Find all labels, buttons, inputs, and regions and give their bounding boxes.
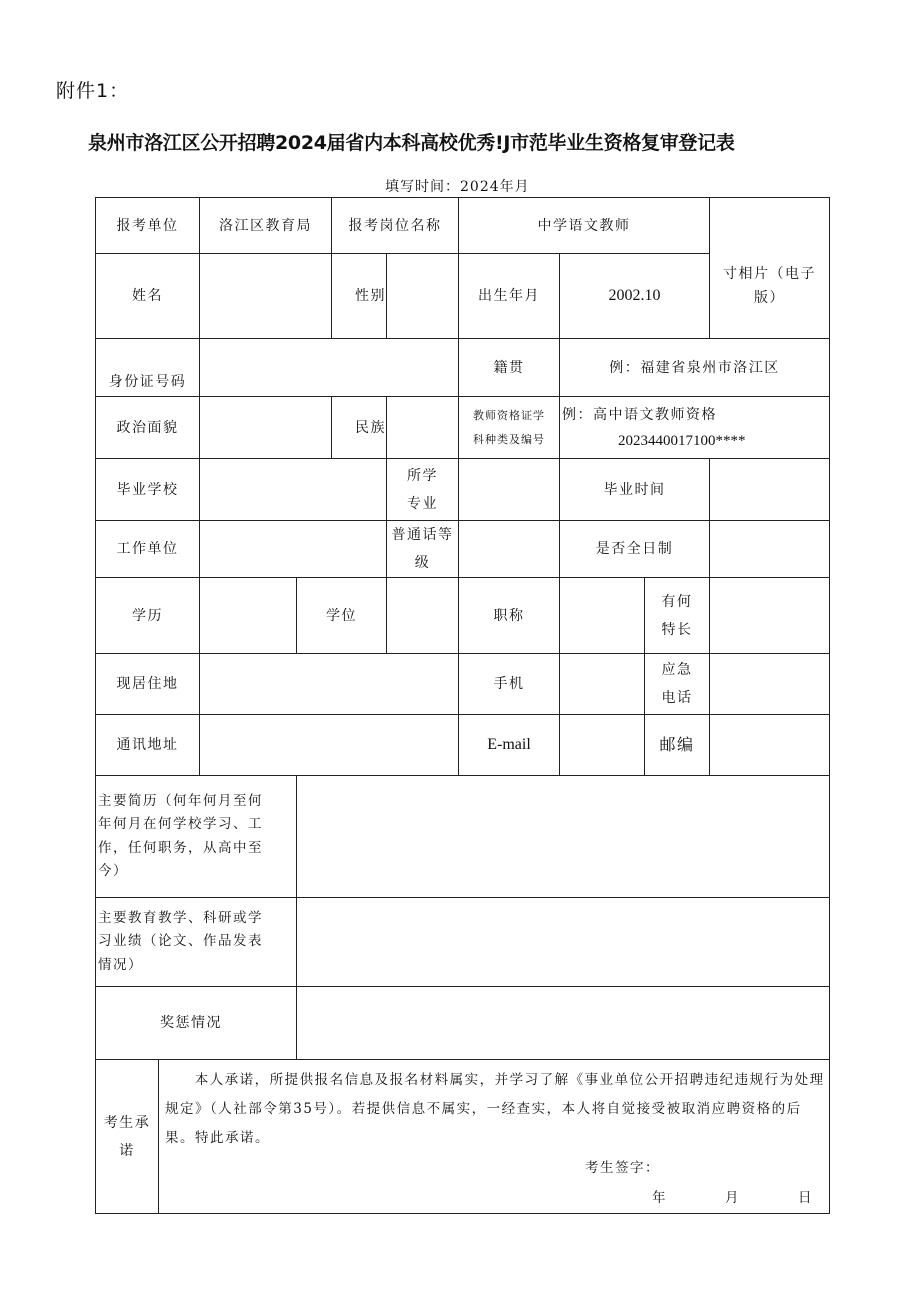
fulltime-label: 是否全日制 — [560, 521, 710, 578]
graduation-time-field[interactable] — [710, 459, 830, 521]
gender-field[interactable] — [387, 254, 459, 339]
id-number-label: 身份证号码 — [96, 339, 200, 397]
position-name-label: 报考岗位名称 — [332, 198, 459, 254]
specialty-field[interactable] — [710, 578, 830, 654]
ethnicity-field[interactable] — [387, 397, 459, 459]
political-status-field[interactable] — [200, 397, 332, 459]
native-place-value[interactable]: 例：福建省泉州市洛江区 — [560, 339, 830, 397]
education-field[interactable] — [200, 578, 297, 654]
achievements-label: 主要教育教学、科研或学习业绩（论文、作品发表情况） — [98, 909, 263, 973]
birth-value[interactable]: 2002.10 — [560, 254, 710, 339]
mandarin-level-label-line1: 普通话等 — [391, 527, 454, 543]
apply-unit-label: 报考单位 — [96, 198, 200, 254]
teacher-cert-value-line1: 例：高中语文教师资格 — [562, 406, 717, 423]
teacher-cert-value[interactable] — [560, 397, 830, 459]
achievements-label-cell — [96, 898, 297, 987]
ethnicity-label: 民族 — [332, 397, 387, 459]
mandarin-level-label-line2: 级 — [414, 555, 431, 571]
awards-field[interactable] — [297, 987, 830, 1060]
birth-label: 出生年月 — [459, 254, 560, 339]
postcode-label: 邮编 — [645, 715, 710, 776]
mobile-field[interactable] — [560, 654, 645, 715]
mandarin-level-field[interactable] — [459, 521, 560, 578]
fulltime-field[interactable] — [710, 521, 830, 578]
year-label: 年 — [652, 1190, 668, 1206]
pledge-body — [159, 1060, 829, 1213]
emergency-phone-field[interactable] — [710, 654, 830, 715]
residence-label: 现居住地 — [96, 654, 200, 715]
mailing-address-label: 通讯地址 — [96, 715, 200, 776]
residence-field[interactable] — [200, 654, 459, 715]
position-name-value[interactable]: 中学语文教师 — [459, 198, 710, 254]
attachment-label: 附件1： — [56, 80, 130, 102]
education-label: 学历 — [96, 578, 200, 654]
signature-line[interactable] — [165, 1153, 825, 1183]
month-label: 月 — [725, 1190, 741, 1206]
teacher-cert-label-line1: 教师资格证学 — [473, 408, 545, 422]
resume-field[interactable] — [297, 776, 830, 898]
registration-form-table — [95, 197, 830, 1214]
resume-label: 主要简历（何年何月至何年何月在何学校学习、工作，任何职务，从高中至今） — [98, 792, 263, 879]
major-label-line1: 所学 — [407, 467, 438, 484]
mailing-address-field[interactable] — [200, 715, 459, 776]
graduate-school-label: 毕业学校 — [96, 459, 200, 521]
emergency-phone-label-line1: 应急 — [661, 662, 693, 678]
pledge-cell — [96, 1060, 830, 1214]
teacher-cert-label-line2: 科种类及编号 — [473, 432, 545, 446]
graduation-time-label: 毕业时间 — [560, 459, 710, 521]
gender-label: 性别 — [332, 254, 387, 339]
pledge-label-box — [96, 1060, 159, 1213]
id-number-field[interactable] — [200, 339, 459, 397]
form-title: 泉州市洛江区公开招聘2024届省内本科高校优秀!J市范毕业生资格复审登记表 — [88, 132, 735, 154]
specialty-label-line2: 特长 — [661, 621, 693, 638]
graduate-school-field[interactable] — [200, 459, 387, 521]
specialty-label — [645, 578, 710, 654]
work-unit-field[interactable] — [200, 521, 387, 578]
degree-label: 学位 — [297, 578, 387, 654]
major-label — [387, 459, 459, 521]
major-label-line2: 专业 — [407, 495, 438, 512]
photo-cell[interactable] — [710, 198, 830, 339]
fill-time: 填写时间：2024年月 — [385, 179, 530, 195]
work-unit-label: 工作单位 — [96, 521, 200, 578]
date-line[interactable] — [165, 1183, 825, 1213]
day-label: 日 — [798, 1190, 814, 1206]
mobile-label: 手机 — [459, 654, 560, 715]
achievements-field[interactable] — [297, 898, 830, 987]
emergency-phone-label — [645, 654, 710, 715]
pledge-text: 本人承诺，所提供报名信息及报名材料属实，并学习了解《事业单位公开招聘违纪违规行为处理规定》（人社部令第35号）。若提供信息不属实，一经查实，本人将自觉接受被取消应聘资格的后果。特此承诺。 — [165, 1072, 825, 1146]
postcode-field[interactable] — [710, 715, 830, 776]
email-field[interactable] — [560, 715, 645, 776]
awards-label: 奖惩情况 — [160, 1015, 222, 1031]
apply-unit-value[interactable]: 洛江区教育局 — [200, 198, 332, 254]
mandarin-level-label — [387, 521, 459, 578]
email-label: E-mail — [459, 715, 560, 776]
pledge-label: 考生承诺 — [103, 1114, 151, 1159]
teacher-cert-value-line2: 2023440017100**** — [618, 432, 746, 449]
teacher-cert-label — [459, 397, 560, 459]
resume-label-cell — [96, 776, 297, 898]
photo-label: 寸相片（电子版） — [723, 266, 817, 306]
degree-field[interactable] — [387, 578, 459, 654]
native-place-label: 籍贯 — [459, 339, 560, 397]
name-label: 姓名 — [96, 254, 200, 339]
emergency-phone-label-line2: 电话 — [661, 690, 693, 706]
major-field[interactable] — [459, 459, 560, 521]
job-title-label: 职称 — [459, 578, 560, 654]
name-field[interactable] — [200, 254, 332, 339]
signature-label: 考生签字： — [585, 1160, 660, 1176]
political-status-label: 政治面貌 — [96, 397, 200, 459]
specialty-label-line1: 有何 — [661, 593, 693, 610]
awards-label-cell — [96, 987, 297, 1060]
job-title-field[interactable] — [560, 578, 645, 654]
